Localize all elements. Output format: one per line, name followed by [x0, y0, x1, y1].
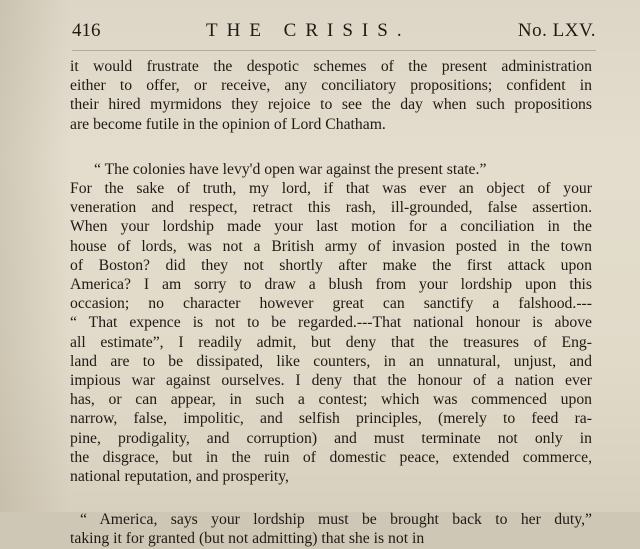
text-line: are become futile in the opinion of Lord Chatham. — [70, 115, 386, 133]
header-rule — [72, 50, 596, 51]
issue-number: No. LXV. — [517, 20, 596, 41]
text-line: all estimate”, I readily admit, but deny that the treasures of Eng- — [70, 333, 592, 351]
text-line: national reputation, and prosperity, — [70, 468, 289, 486]
text-line: either to offer, or receive, any conciliatory propositions; confident in — [70, 77, 592, 95]
text-line: pine, prodigality, and corruption) and must terminate not only in — [70, 429, 592, 447]
text-line: veneration and respect, retract this rash, ill-grounded, false assertion. — [70, 199, 592, 217]
text-line: the disgrace, but in the ruin of domestic peace, extended commerce, — [70, 448, 592, 466]
paragraph-gap — [70, 486, 592, 510]
text-line: taking it for granted (but not admitting) that she is not in — [70, 530, 425, 548]
paragraph-gap — [70, 134, 592, 160]
text-line: impious war against ourselves. I deny that the honour of a nation ever — [70, 372, 592, 390]
text-line: their hired myrmidons they rejoice to see the day when such propositions — [70, 96, 592, 114]
text-line: narrow, false, impolitic, and selfish principles, (merely to feed ra- — [70, 410, 592, 428]
page-header — [72, 20, 596, 46]
running-title: THE CRISIS. — [206, 20, 411, 41]
page-number: 416 — [72, 20, 101, 41]
text-line: of Boston? did they not shortly after make the first attack upon — [70, 256, 592, 274]
text-line: house of lords, was not a British army of invasion posted in the town — [70, 237, 592, 255]
paragraph-2 — [70, 160, 592, 486]
text-line: For the sake of truth, my lord, if that was ever an object of your — [70, 180, 592, 198]
text-line: land are to be dissipated, like counters, in an unnatural, unjust, and — [70, 352, 592, 370]
text-line: “ That expence is not to be regarded.---That national honour is above — [70, 314, 592, 332]
text-line: “ America, says your lordship must be brought back to her duty,” — [80, 511, 592, 529]
article-body — [70, 57, 592, 549]
text-line: “ The colonies have levy'd open war against the present state.” — [94, 160, 487, 178]
text-line: has, or can appear, in such a contest; which was commenced upon — [70, 391, 592, 409]
text-line: it would frustrate the despotic schemes of the present administration — [70, 58, 592, 75]
text-line: When your lordship made your last motion for a conciliation in the — [70, 218, 592, 236]
text-line: occasion; no character however great can sanctify a falshood.--- — [70, 295, 592, 313]
paragraph-3 — [70, 510, 592, 548]
paragraph-1 — [70, 57, 592, 134]
text-line: America? I am sorry to draw a blush from your lordship upon this — [70, 276, 592, 294]
